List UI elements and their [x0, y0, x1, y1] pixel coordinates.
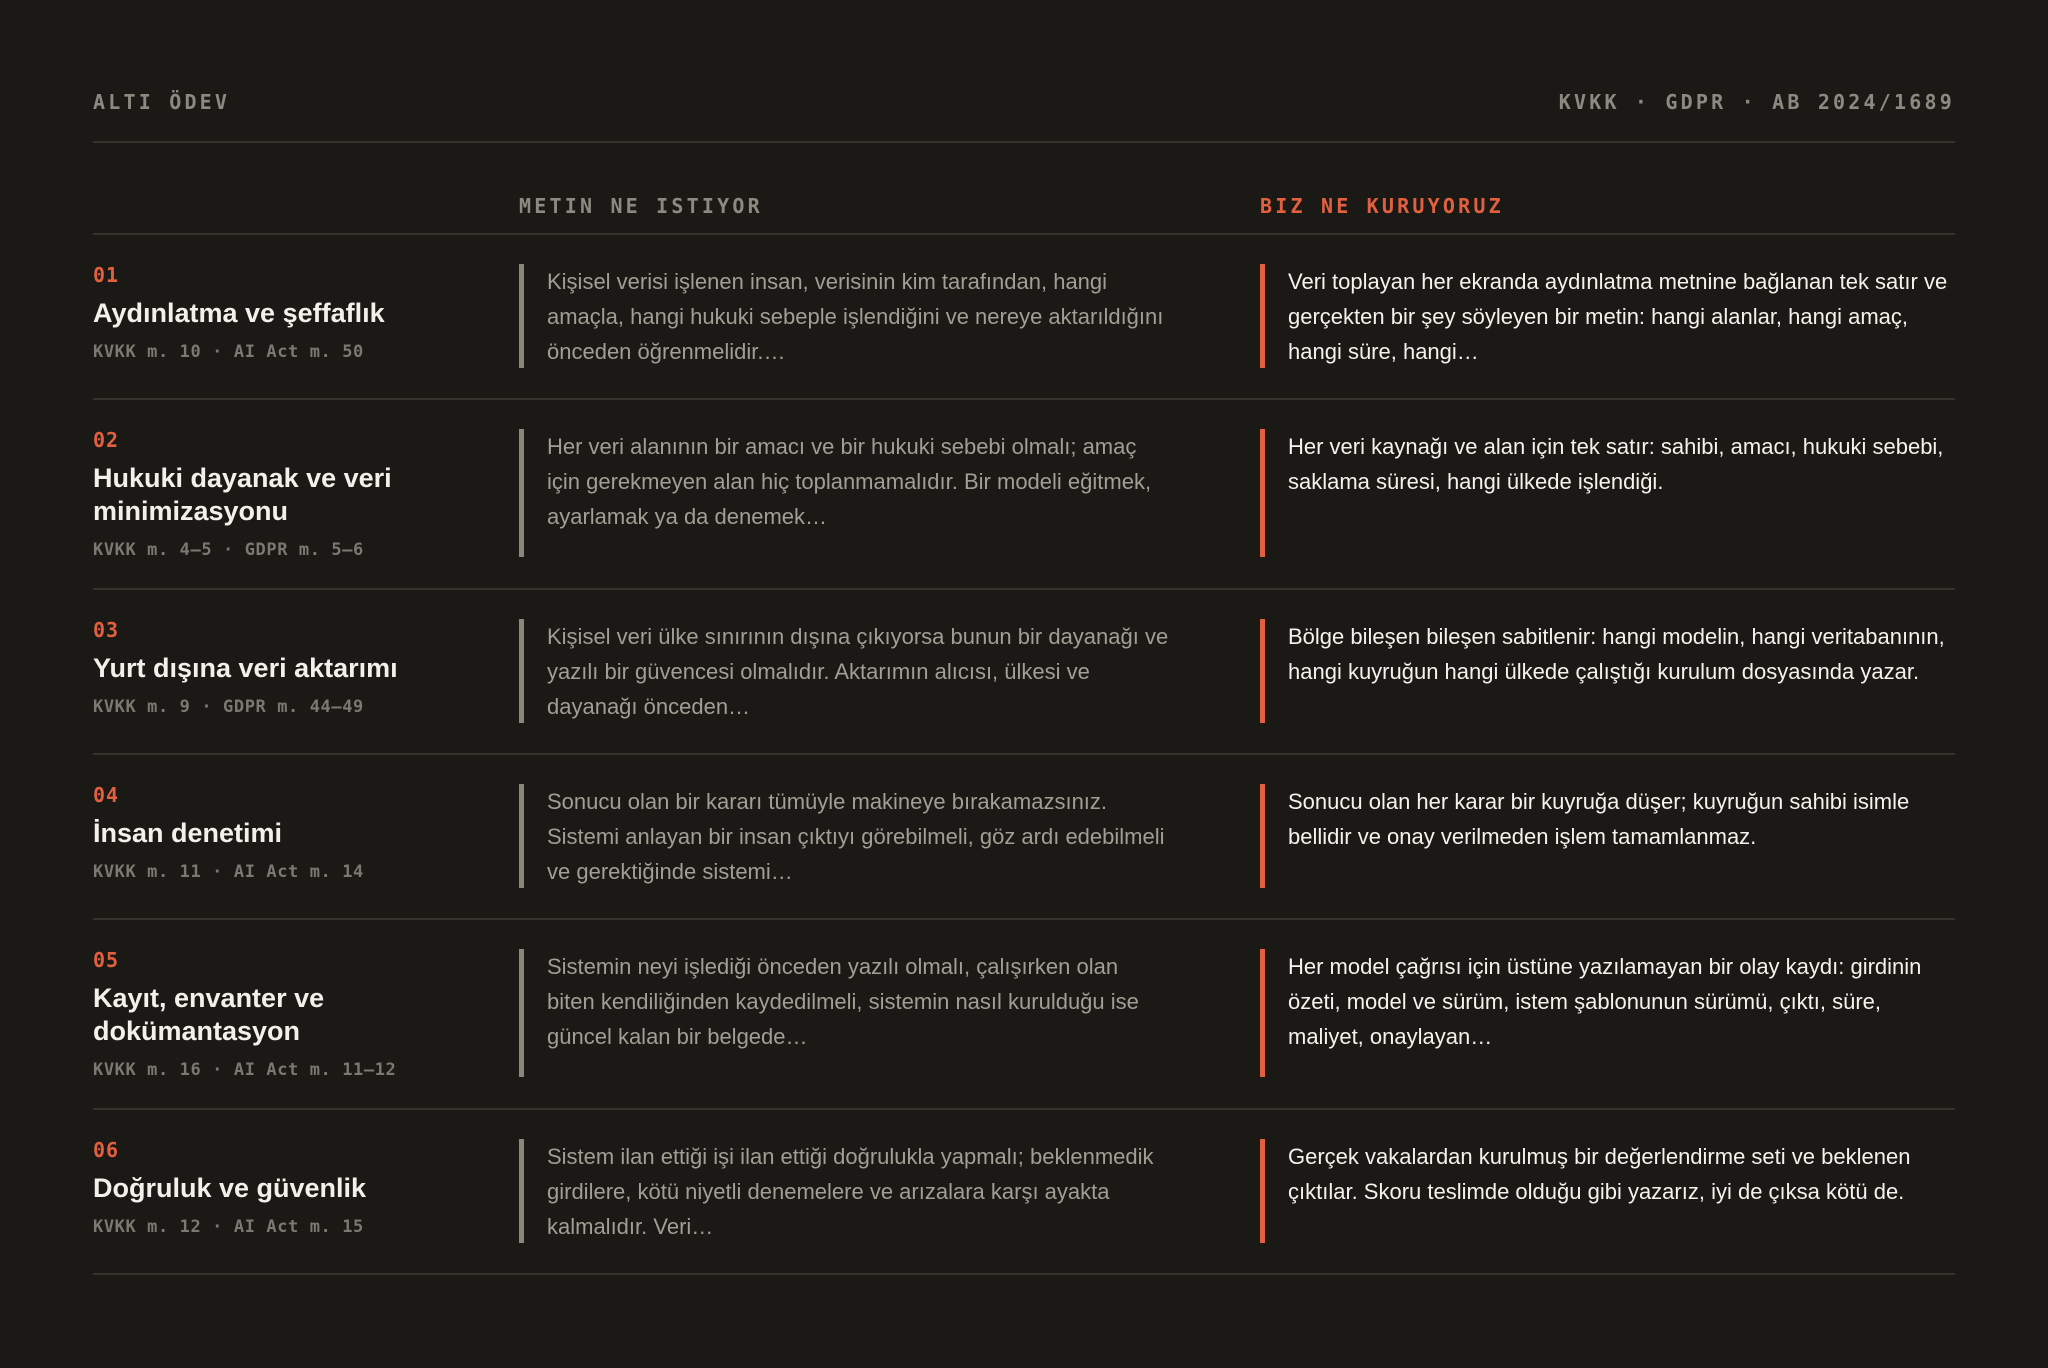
text-requirement: Kişisel verisi işlenen insan, verisinin kim tarafından, hangi amaçla, hangi hukuki sebeple işlendiğini ve nereye aktarıldığını önceden öğrenmelidir.… — [519, 264, 1169, 368]
duty-title: Yurt dışına veri aktarımı — [93, 653, 398, 683]
section-label: ALTI ÖDEV — [93, 90, 231, 114]
column-header-text-wants: METIN NE ISTIYOR — [519, 194, 763, 218]
top-bar — [93, 88, 1955, 116]
column-header-we-build: BIZ NE KURUYORUZ — [1260, 194, 1504, 218]
our-implementation: Veri toplayan her ekranda aydınlatma metnine bağlanan tek satır ve gerçekten bir şey söyleyen bir metin: hangi alanlar, hangi amaç, hangi süre, hangi… — [1260, 264, 1960, 368]
duty-references: KVKK m. 4–5 · GDPR m. 5–6 — [93, 540, 364, 560]
duty-number: 01 — [93, 263, 120, 287]
header-divider — [93, 141, 1955, 143]
duty-references: KVKK m. 12 · AI Act m. 15 — [93, 1217, 364, 1237]
our-implementation: Gerçek vakalardan kurulmuş bir değerlendirme seti ve beklenen çıktılar. Skoru teslimde olduğu gibi yazarız, iyi de çıksa kötü de. — [1260, 1139, 1960, 1243]
duty-number: 05 — [93, 948, 120, 972]
duty-references: KVKK m. 9 · GDPR m. 44–49 — [93, 697, 364, 717]
our-implementation: Her veri kaynağı ve alan için tek satır: sahibi, amacı, hukuki sebebi, saklama süresi, hangi ülkede işlendiği. — [1260, 429, 1960, 557]
our-implementation: Bölge bileşen bileşen sabitlenir: hangi modelin, hangi veritabanının, hangi kuyruğun hangi ülkede çalıştığı kurulum dosyasında yazar. — [1260, 619, 1960, 723]
duty-number: 02 — [93, 428, 120, 452]
duty-number: 04 — [93, 783, 120, 807]
row-divider — [93, 398, 1955, 400]
text-requirement: Sistemin neyi işlediği önceden yazılı olmalı, çalışırken olan biten kendiliğinden kaydedilmeli, sistemin nasıl kurulduğu ise güncel kalan bir belgede… — [519, 949, 1169, 1077]
our-implementation: Sonucu olan her karar bir kuyruğa düşer; kuyruğun sahibi isimle bellidir ve onay verilmeden işlem tamamlanmaz. — [1260, 784, 1960, 888]
duty-title: İnsan denetimi — [93, 818, 283, 848]
duty-title: Hukuki dayanak ve veri minimizasyonu — [93, 463, 392, 526]
duty-title: Doğruluk ve güvenlik — [93, 1173, 367, 1203]
duty-references: KVKK m. 11 · AI Act m. 14 — [93, 862, 364, 882]
duty-references: KVKK m. 10 · AI Act m. 50 — [93, 342, 364, 362]
duty-number: 06 — [93, 1138, 120, 1162]
duty-number: 03 — [93, 618, 120, 642]
duty-title: Kayıt, envanter ve dokümantasyon — [93, 983, 325, 1046]
text-requirement: Her veri alanının bir amacı ve bir hukuki sebebi olmalı; amaç için gerekmeyen alan hiç toplanmamalıdır. Bir modeli eğitmek, ayarlamak ya da denemek… — [519, 429, 1169, 557]
row-divider — [93, 918, 1955, 920]
row-divider — [93, 753, 1955, 755]
duty-references: KVKK m. 16 · AI Act m. 11–12 — [93, 1060, 397, 1080]
column-header-divider — [93, 233, 1955, 235]
regulation-label: KVKK · GDPR · AB 2024/1689 — [1558, 90, 1955, 114]
duty-title: Aydınlatma ve şeffaflık — [93, 298, 385, 328]
our-implementation: Her model çağrısı için üstüne yazılamayan bir olay kaydı: girdinin özeti, model ve sürüm, istem şablonunun sürümü, çıktı, süre, maliyet, onaylayan… — [1260, 949, 1960, 1077]
text-requirement: Sistem ilan ettiği işi ilan ettiği doğrulukla yapmalı; beklenmedik girdilere, kötü niyetli denemelere ve arızalara karşı ayakta kalmalıdır. Veri… — [519, 1139, 1169, 1243]
row-divider — [93, 588, 1955, 590]
row-divider — [93, 1273, 1955, 1275]
text-requirement: Kişisel veri ülke sınırının dışına çıkıyorsa bunun bir dayanağı ve yazılı bir güvencesi olmalıdır. Aktarımın alıcısı, ülkesi ve dayanağı önceden… — [519, 619, 1169, 723]
row-divider — [93, 1108, 1955, 1110]
text-requirement: Sonucu olan bir kararı tümüyle makineye bırakamazsınız. Sistemi anlayan bir insan çıktıyı görebilmeli, göz ardı edebilmeli ve gerektiğinde sistemi… — [519, 784, 1169, 888]
